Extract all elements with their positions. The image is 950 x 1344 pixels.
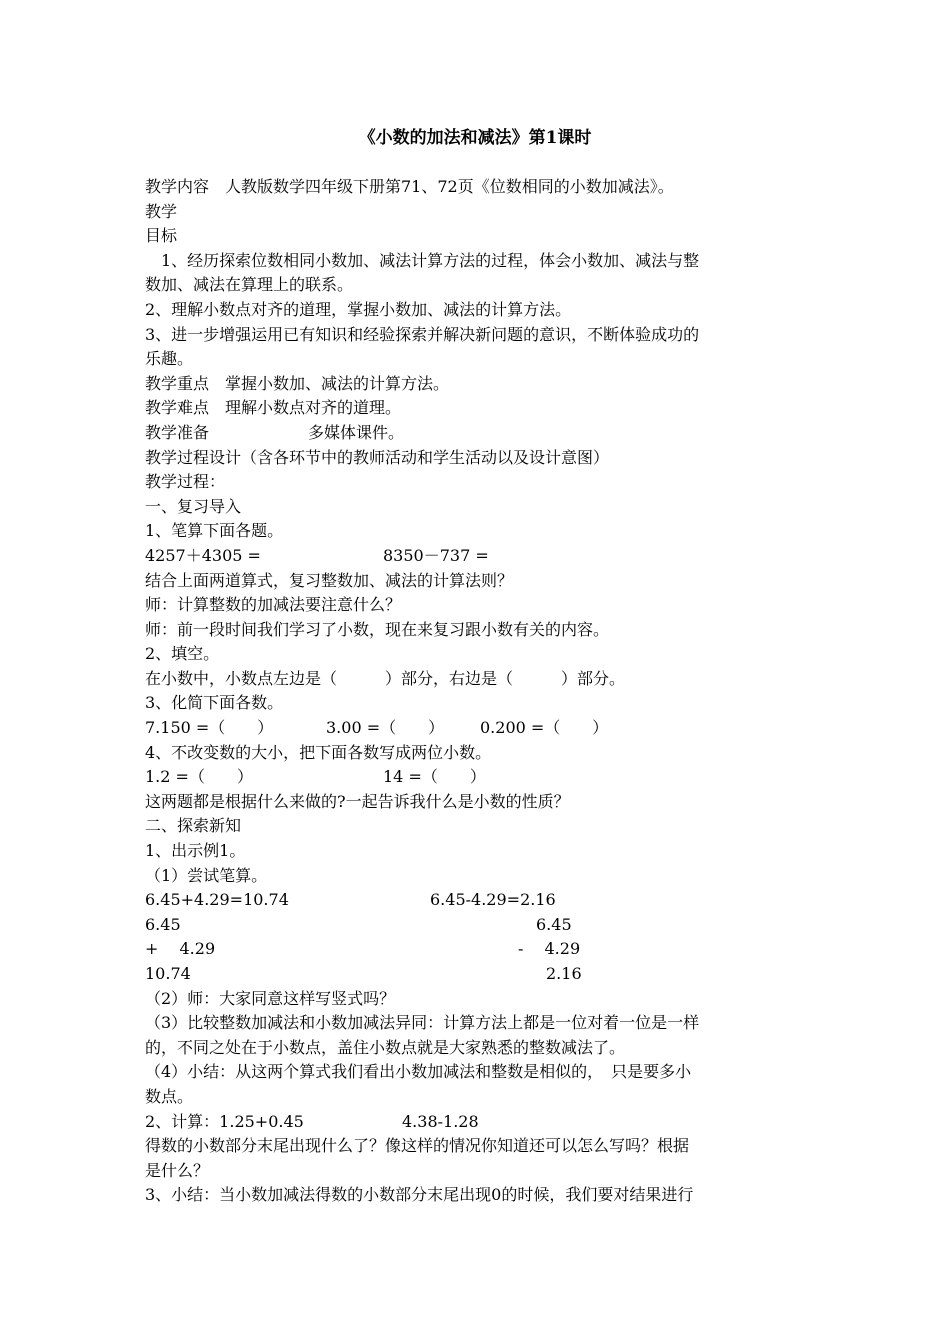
text-line [145,446,810,471]
text-segment: 3.00 =（ ） [326,718,445,738]
text-line [145,470,810,495]
text-line [145,864,810,889]
text-segment: 10.74 [145,964,191,983]
text-line [145,298,810,323]
text-line [145,839,810,864]
text-segment: 二、探索新知 [145,816,242,836]
text-segment: （4）小结：从这两个算式我们看出小数加减法和整数是相似的， 只是要多小 [145,1062,692,1082]
text-line [145,593,810,618]
text-segment: 6.45-4.29=2.16 [430,890,556,910]
text-line [145,175,810,200]
text-segment: 2、理解小数点对齐的道理，掌握小数加、减法的计算方法。 [145,299,572,319]
text-segment: 数点。 [145,1086,194,1106]
document-body [145,175,810,1208]
text-line [145,519,810,544]
text-segment: 数加、减法在算理上的联系。 [145,275,354,295]
text-segment: 4257＋4305 = [145,545,261,565]
text-segment: 教学过程设计（含各环节中的教师活动和学生活动以及设计意图） [145,447,610,467]
text-line [145,888,810,913]
text-segment: 3、进一步增强运用已有知识和经验探索并解决新问题的意识，不断体验成功的 [145,324,700,344]
text-line [145,1036,810,1061]
text-segment: （2）师：大家同意这样写竖式吗？ [145,988,396,1008]
text-line [145,1011,810,1036]
text-line [145,569,810,594]
text-segment: 0.200 =（ ） [480,718,609,738]
text-line [145,642,810,667]
text-segment: 6.45 [145,914,181,934]
text-segment: 2.16 [546,964,582,983]
text-line [145,1110,810,1135]
text-segment: 4.38-1.28 [402,1111,479,1131]
text-segment: 1.2 =（ ） [145,767,253,787]
text-segment: 教学难点 理解小数点对齐的道理。 [145,398,402,418]
text-segment: 3、化简下面各数。 [145,693,284,713]
text-segment: 14 =（ ） [383,767,486,787]
text-line [145,1060,810,1085]
text-line [145,372,810,397]
text-line [145,691,810,716]
text-line [145,1134,810,1159]
text-segment: 6.45 [536,914,572,934]
text-segment: 教学 [145,201,178,221]
text-line [145,224,810,249]
text-line [145,667,810,692]
text-segment: （3）比较整数加减法和小数加减法异同：计算方法上都是一位对着一位是一样 [145,1013,700,1033]
text-line [145,544,810,569]
text-segment: 师：计算整数的加减法要注意什么？ [145,595,402,615]
text-line [145,987,810,1012]
text-segment: 结合上面两道算式，复习整数加、减法的计算法则？ [145,570,514,590]
page-title: 《小数的加法和减法》第1课时 [358,128,592,148]
text-line [145,273,810,298]
text-line [145,249,810,274]
text-segment: （1）尝试笔算。 [145,865,268,885]
text-segment: 师：前一段时间我们学习了小数，现在来复习跟小数有关的内容。 [145,619,610,639]
text-segment: 教学重点 掌握小数加、减法的计算方法。 [145,373,450,393]
text-line [145,200,810,225]
text-segment: - 4.29 [518,939,581,959]
text-line [145,741,810,766]
text-segment: 2、计算：1.25+0.45 [145,1111,304,1131]
text-segment: 目标 [145,226,178,246]
text-segment: 是什么？ [145,1160,210,1180]
text-segment: 一、复习导入 [145,496,242,516]
text-segment: 这两题都是根据什么来做的?一起告诉我什么是小数的性质？ [145,791,570,811]
text-segment: 2、填空。 [145,644,220,664]
text-segment: 教学内容 人教版数学四年级下册第71、72页《位数相同的小数加减法》。 [145,177,674,196]
text-line [145,618,810,643]
text-line [145,421,810,446]
text-segment: 乐趣。 [145,349,194,369]
text-line [145,937,810,962]
text-line [145,765,810,790]
text-segment: 1、出示例1。 [145,841,246,861]
text-segment: 3、小结：当小数加减法得数的小数部分末尾出现0的时候，我们要对结果进行 [145,1185,694,1205]
text-line [145,396,810,421]
text-segment: 6.45+4.29=10.74 [145,890,289,910]
text-line [145,323,810,348]
text-line [145,1085,810,1110]
text-segment: 1、笔算下面各题。 [145,521,284,541]
text-line [145,1183,810,1208]
text-segment: 8350－737 = [383,545,489,565]
text-segment: 4、不改变数的大小，把下面各数写成两位小数。 [145,742,492,762]
text-line [145,962,810,987]
text-segment: 1、经历探索位数相同小数加、减法计算方法的过程，体会小数加、减法与整 [145,250,700,270]
text-line [145,716,810,741]
text-line [145,913,810,938]
text-segment: 得数的小数部分末尾出现什么了？像这样的情况你知道还可以怎么写吗？根据 [145,1136,690,1156]
text-segment: 7.150 =（ ） [145,718,274,738]
text-line [145,347,810,372]
text-line [145,790,810,815]
text-segment: 教学过程： [145,472,226,492]
text-segment: 教学准备 [145,422,210,442]
text-line [145,1159,810,1184]
text-segment: 多媒体课件。 [308,422,405,442]
text-segment: 的，不同之处在于小数点，盖住小数点就是大家熟悉的整数减法了。 [145,1037,626,1057]
text-line [145,495,810,520]
text-segment: 在小数中，小数点左边是（ ）部分，右边是（ ）部分。 [145,668,626,688]
text-line [145,814,810,839]
text-segment: + 4.29 [145,939,216,959]
